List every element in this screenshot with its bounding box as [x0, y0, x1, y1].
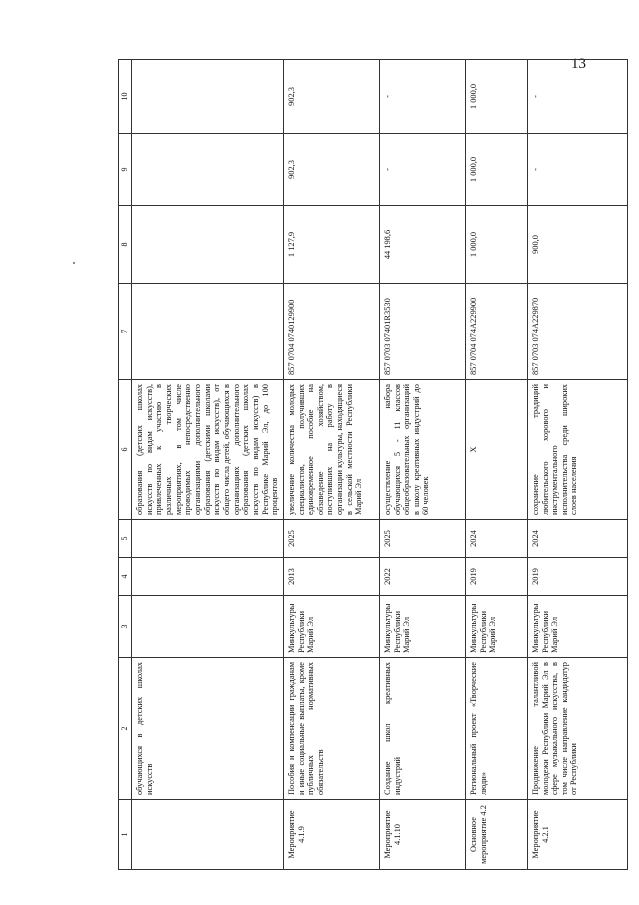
- start-year-cell: [132, 558, 284, 596]
- amount-cell: 1 000,0: [465, 206, 527, 284]
- rotated-table-container: [118, 60, 608, 870]
- executor-cell: Минкультуры Республики Марий Эл: [379, 596, 465, 658]
- measure-number-cell: Мероприятие 4.2.1: [527, 800, 627, 870]
- amount-cell: 902,3: [283, 60, 379, 134]
- budget-code-cell: [132, 284, 284, 380]
- measure-number-cell: Основное мероприятие 4.2: [465, 800, 527, 870]
- measure-name-cell: обучающихся в детских школах искусств: [132, 658, 284, 800]
- header-cell: 2: [119, 658, 132, 800]
- budget-code-cell: 857 0704 074A229900: [465, 284, 527, 380]
- program-measures-table: [118, 59, 628, 870]
- amount-cell: 44 198,6: [379, 206, 465, 284]
- amount-cell: [132, 134, 284, 206]
- executor-cell: Минкультуры Республики Марий Эл: [465, 596, 527, 658]
- table-row: [527, 60, 627, 870]
- table-row: [132, 60, 284, 870]
- executor-cell: Минкультуры Республики Марий Эл: [527, 596, 627, 658]
- measure-name-cell: Создание школ креативных индустрий: [379, 658, 465, 800]
- start-year-cell: 2019: [527, 558, 627, 596]
- budget-code-cell: 857 0703 07401R3530: [379, 284, 465, 380]
- end-year-cell: 2024: [527, 520, 627, 558]
- budget-code-cell: 857 0703 074A229870: [527, 284, 627, 380]
- measure-name-cell: Региональный проект «Творческие люди»: [465, 658, 527, 800]
- expected-result-cell: Х: [465, 380, 527, 520]
- amount-cell: -: [379, 134, 465, 206]
- executor-cell: Минкультуры Республики Марий Эл: [283, 596, 379, 658]
- header-cell: 7: [119, 284, 132, 380]
- expected-result-cell: увеличение количества молодых специалистов, получивших единовременное пособие на обзаведение хозяйством, поступивших на работу в организации культуры, находящиеся в сельской местности Республики Марий Эл: [283, 380, 379, 520]
- expected-result-cell: осуществление набора обучающихся 5 - 11 классов общеобразовательных организаций в школу креативных индустрий до 60 человек: [379, 380, 465, 520]
- header-cell: 5: [119, 520, 132, 558]
- amount-cell: -: [527, 134, 627, 206]
- measure-name-cell: Пособия и компенсации гражданам и иные социальные выплаты, кроме публичных нормативных обязательств: [283, 658, 379, 800]
- table-row: [379, 60, 465, 870]
- amount-cell: 902,3: [283, 134, 379, 206]
- start-year-cell: 2019: [465, 558, 527, 596]
- measure-number-cell: Мероприятие 4.1.9: [283, 800, 379, 870]
- header-cell: 3: [119, 596, 132, 658]
- header-cell: 6: [119, 380, 132, 520]
- executor-cell: [132, 596, 284, 658]
- amount-cell: 900,0: [527, 206, 627, 284]
- end-year-cell: 2024: [465, 520, 527, 558]
- budget-code-cell: 857 0704 0740129900: [283, 284, 379, 380]
- header-cell: 4: [119, 558, 132, 596]
- measure-name-cell: Продвижение талантливой молодежи Республики Марий Эл в сфере музыкального искусства, в том числе направление кандидатур от Республики: [527, 658, 627, 800]
- end-year-cell: [132, 520, 284, 558]
- end-year-cell: 2025: [283, 520, 379, 558]
- expected-result-cell: сохранение традиций любительского хорового и инструментального исполнительства среди широких слоев населения: [527, 380, 627, 520]
- amount-cell: [132, 60, 284, 134]
- header-cell: 10: [119, 60, 132, 134]
- amount-cell: 1 000,0: [465, 134, 527, 206]
- table-header-row: [119, 60, 132, 870]
- amount-cell: 1 127,9: [283, 206, 379, 284]
- start-year-cell: 2013: [283, 558, 379, 596]
- header-cell: 1: [119, 800, 132, 870]
- start-year-cell: 2022: [379, 558, 465, 596]
- expected-result-cell: образования (детских школах искусств по видам искусств), привлеченных к участию в различных творческих мероприятиях, в том числе проводимых непосредственно организациями дополнительного образования (детскими школами искусств по видам искусств), от общего числа детей, обучающихся в организациях дополнительного образования (детских школах искусств по видам искусств) в Республике Марий Эл, до 100 процентов: [132, 380, 284, 520]
- measure-number-cell: [132, 800, 284, 870]
- table-row: [465, 60, 527, 870]
- page-number: 13: [571, 56, 586, 72]
- end-year-cell: 2025: [379, 520, 465, 558]
- amount-cell: -: [527, 60, 627, 134]
- amount-cell: 1 000,0: [465, 60, 527, 134]
- amount-cell: -: [379, 60, 465, 134]
- measure-number-cell: Мероприятие 4.1.10: [379, 800, 465, 870]
- header-cell: 9: [119, 134, 132, 206]
- amount-cell: [132, 206, 284, 284]
- table-row: [283, 60, 379, 870]
- scan-speck: [73, 262, 75, 264]
- header-cell: 8: [119, 206, 132, 284]
